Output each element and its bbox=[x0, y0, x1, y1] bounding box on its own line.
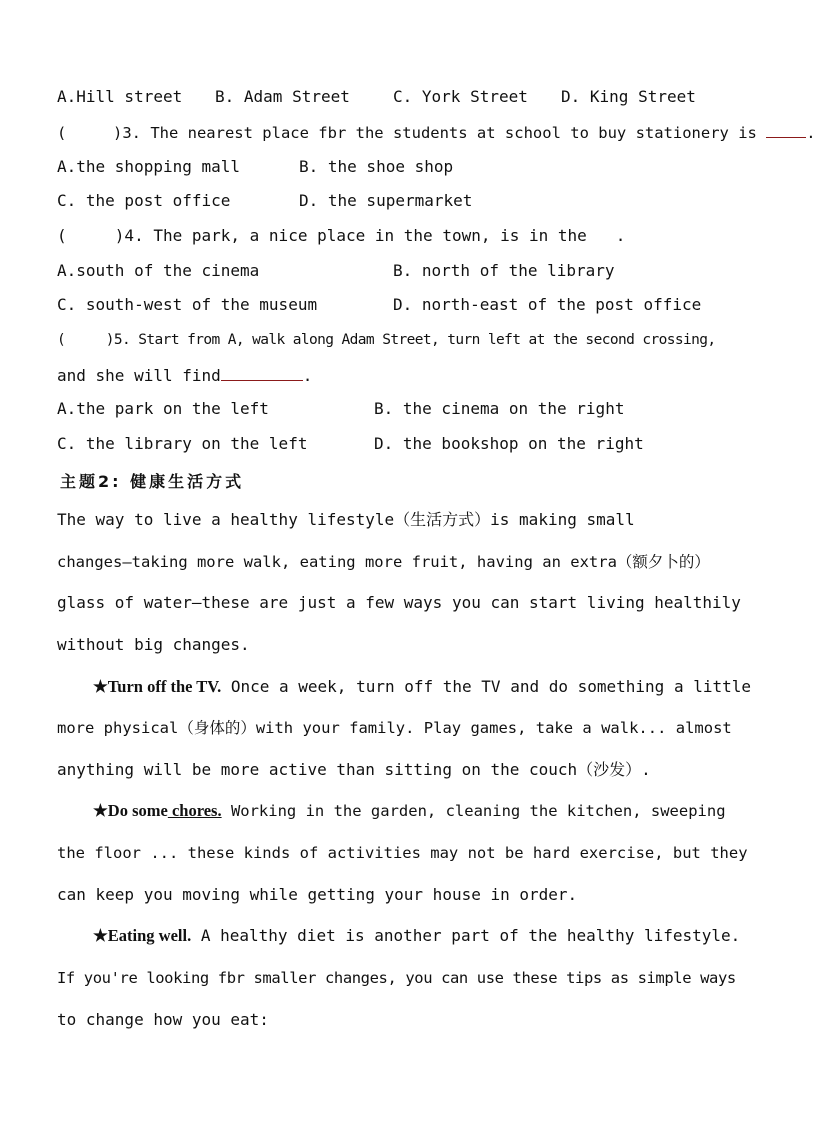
q3-option-a: A.the shopping mall bbox=[57, 157, 241, 176]
q5-option-d: D. the bookshop on the right bbox=[374, 434, 644, 453]
answer-blank bbox=[766, 121, 806, 138]
q3-option-c: C. the post office bbox=[57, 191, 231, 210]
tip-1-line-3: anything will be more active than sitting on the couch（沙发）. bbox=[57, 760, 651, 779]
question-5-continuation: and she will find bbox=[57, 366, 221, 385]
question-3-stem: ( )3. The nearest place fbr the students at school to buy stationery is bbox=[57, 124, 767, 142]
tip-2-underlined-word: chores. bbox=[167, 801, 222, 820]
q2-option-d: D. King Street bbox=[561, 87, 696, 106]
tip-2-line-2: the floor ... these kinds of activities may not be hard exercise, but they bbox=[57, 844, 748, 862]
intro-line-1: The way to live a healthy lifestyle（生活方式）is making small bbox=[57, 510, 635, 529]
tip-3-line-3: to change how you eat: bbox=[57, 1010, 269, 1029]
question-5-end: . bbox=[302, 366, 313, 385]
tip-2-line-1 bbox=[93, 800, 783, 822]
question-5-line-2 bbox=[57, 364, 312, 387]
question-4: ( )4. The park, a nice place in the town, is in the . bbox=[57, 226, 626, 245]
q5-option-a: A.the park on the left bbox=[57, 399, 269, 418]
answer-blank bbox=[221, 364, 303, 381]
tip-1-line-1 bbox=[93, 676, 783, 698]
q5-option-c: C. the library on the left bbox=[57, 434, 308, 453]
tip-3-text: A healthy diet is another part of the healthy lifestyle. bbox=[191, 926, 741, 945]
tip-3-line-1 bbox=[93, 925, 783, 947]
tip-1-text: Once a week, turn off the TV and do something a little bbox=[221, 677, 752, 696]
tip-2-line-3: can keep you moving while getting your house in order. bbox=[57, 885, 578, 904]
q4-option-b: B. north of the library bbox=[393, 261, 615, 280]
q4-option-a: A.south of the cinema bbox=[57, 261, 260, 280]
q2-option-c: C. York Street bbox=[393, 87, 528, 106]
intro-line-4: without big changes. bbox=[57, 635, 250, 654]
q2-option-a: A.Hill street bbox=[57, 87, 183, 106]
tip-3-title: ★Eating well. bbox=[93, 926, 192, 945]
q4-option-d: D. north-east of the post office bbox=[393, 295, 702, 314]
intro-line-3: glass of water—these are just a few ways you can start living healthily bbox=[57, 593, 741, 612]
intro-line-2: changes—taking more walk, eating more fruit, having an extra（额夕卜的） bbox=[57, 553, 710, 571]
q3-option-b: B. the shoe shop bbox=[299, 157, 454, 176]
tip-2-title: ★Do some bbox=[93, 801, 168, 820]
topic-heading: 主题2: 健康生活方式 bbox=[60, 472, 245, 491]
q3-option-d: D. the supermarket bbox=[299, 191, 473, 210]
tip-2-text: Working in the garden, cleaning the kitchen, sweeping bbox=[221, 802, 726, 820]
question-3 bbox=[57, 121, 816, 144]
tip-1-title: ★Turn off the TV. bbox=[93, 677, 222, 696]
tip-3-line-2: If you're looking fbr smaller changes, you can use these tips as simple ways bbox=[57, 969, 736, 987]
question-5: ( )5. Start from A, walk along Adam Street, turn left at the second crossing, bbox=[57, 332, 716, 348]
question-3-end: . bbox=[806, 124, 816, 142]
q5-option-b: B. the cinema on the right bbox=[374, 399, 625, 418]
q4-option-c: C. south-west of the museum bbox=[57, 295, 318, 314]
tip-1-line-2: more physical（身体的）with your family. Play games, take a walk... almost bbox=[57, 719, 732, 737]
q2-option-b: B. Adam Street bbox=[215, 87, 350, 106]
